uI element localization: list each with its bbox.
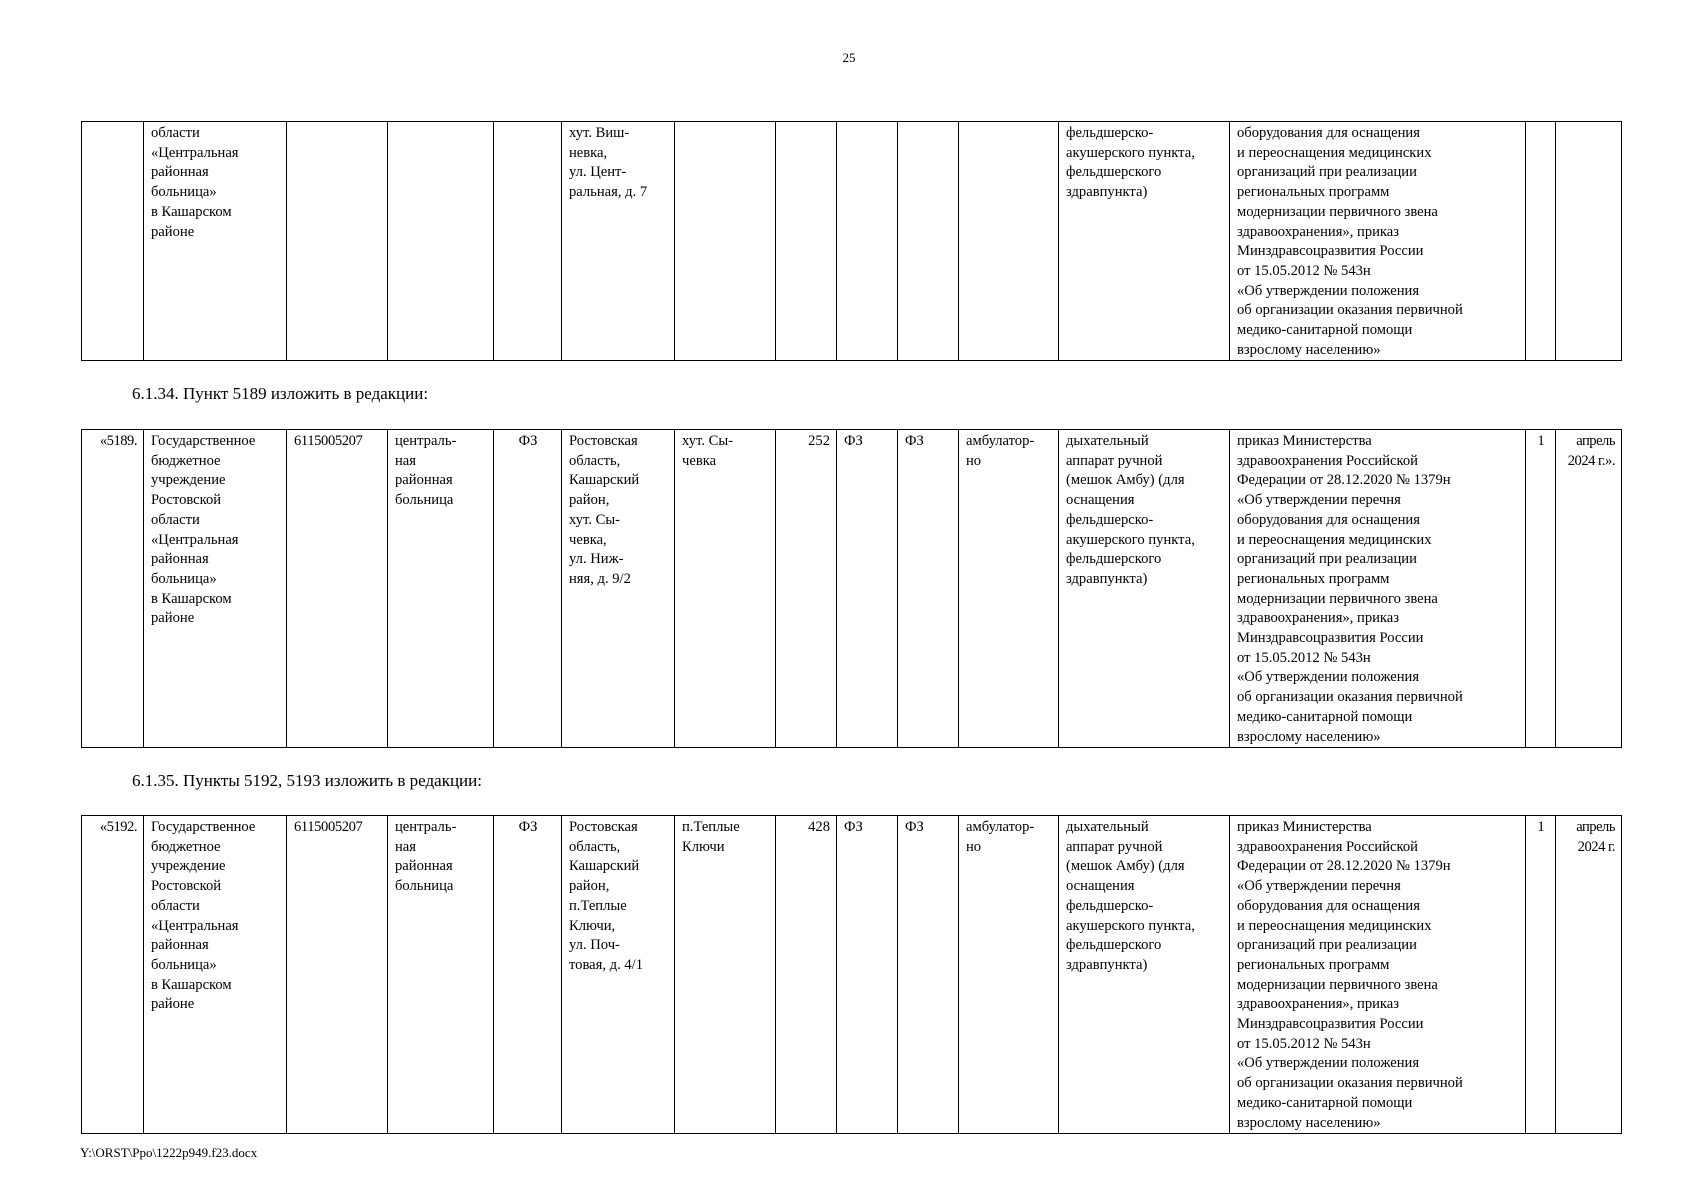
cell-inn: 6115005207 bbox=[287, 816, 388, 1134]
cell-settlement: хут. Сы- чевка bbox=[675, 430, 776, 748]
table-row bbox=[82, 122, 1622, 361]
cell-address: Ростовская область, Кашарский район, п.Теплые Ключи, ул. Поч- товая, д. 4/1 bbox=[562, 816, 675, 1134]
cell-basis: оборудования для оснащения и переоснащения медицинских организаций при реализации региональных программ модернизации первичного звена здравоохранения», приказ Минздравсоцразвития России от 15.05.2012 № 543н «Об утверждении положения об организации оказания первичной медико-санитарной помощи взрослому населению» bbox=[1230, 122, 1526, 361]
cell-col9: ФЗ bbox=[837, 816, 898, 1134]
cell-unit bbox=[494, 122, 562, 361]
cell-settlement: п.Теплые Ключи bbox=[675, 816, 776, 1134]
cell-mode bbox=[959, 122, 1059, 361]
cell-col10 bbox=[898, 122, 959, 361]
section-heading-6-1-35: 6.1.35. Пункты 5192, 5193 изложить в редакции: bbox=[132, 771, 482, 790]
cell-address: Ростовская область, Кашарский район, хут. Сы- чевка, ул. Ниж- няя, д. 9/2 bbox=[562, 430, 675, 748]
table-row bbox=[82, 430, 1622, 748]
cell-organization: Государственное бюджетное учреждение Ростовской области «Центральная районная больница» в Кашарском районе bbox=[144, 816, 287, 1134]
cell-settlement bbox=[675, 122, 776, 361]
cell-quantity bbox=[1526, 122, 1556, 361]
cell-col10: ФЗ bbox=[898, 816, 959, 1134]
cell-col9 bbox=[837, 122, 898, 361]
cell-mode: амбулатор- но bbox=[959, 430, 1059, 748]
cell-quantity: 1 bbox=[1526, 816, 1556, 1134]
table-item-5189 bbox=[81, 429, 1622, 748]
table-item-5192 bbox=[81, 815, 1622, 1134]
page-number: 25 bbox=[842, 50, 856, 65]
table-row bbox=[82, 816, 1622, 1134]
cell-population bbox=[776, 122, 837, 361]
cell-unit: ФЗ bbox=[494, 816, 562, 1134]
cell-date: апрель 2024 г. bbox=[1556, 816, 1622, 1134]
cell-equipment: дыхательный аппарат ручной (мешок Амбу) (для оснащения фельдшерско- акушерского пункта, фельдшерского здравпункта) bbox=[1059, 430, 1230, 748]
cell-population: 252 bbox=[776, 430, 837, 748]
cell-unit: ФЗ bbox=[494, 430, 562, 748]
cell-organization: области «Центральная районная больница» в Кашарском районе bbox=[144, 122, 287, 361]
cell-basis: приказ Министерства здравоохранения Российской Федерации от 28.12.2020 № 1379н «Об утверждении перечня оборудования для оснащения и переоснащения медицинских организаций при реализации региональных программ модернизации первичного звена здравоохранения», приказ Минздравсоцразвития России от 15.05.2012 № 543н «Об утверждении положения об организации оказания первичной медико-санитарной помощи взрослому населению» bbox=[1230, 816, 1526, 1134]
cell-col9: ФЗ bbox=[837, 430, 898, 748]
cell-number bbox=[82, 122, 144, 361]
cell-equipment: дыхательный аппарат ручной (мешок Амбу) (для оснащения фельдшерско- акушерского пункта, фельдшерского здравпункта) bbox=[1059, 816, 1230, 1134]
cell-population: 428 bbox=[776, 816, 837, 1134]
cell-mode: амбулатор- но bbox=[959, 816, 1059, 1134]
cell-type: централь- ная районная больница bbox=[388, 430, 494, 748]
cell-basis: приказ Министерства здравоохранения Российской Федерации от 28.12.2020 № 1379н «Об утверждении перечня оборудования для оснащения и переоснащения медицинских организаций при реализации региональных программ модернизации первичного звена здравоохранения», приказ Минздравсоцразвития России от 15.05.2012 № 543н «Об утверждении положения об организации оказания первичной медико-санитарной помощи взрослому населению» bbox=[1230, 430, 1526, 748]
cell-type: централь- ная районная больница bbox=[388, 816, 494, 1134]
cell-date: апрель 2024 г.». bbox=[1556, 430, 1622, 748]
cell-number: «5189. bbox=[82, 430, 144, 748]
cell-number: «5192. bbox=[82, 816, 144, 1134]
table-fragment-continuation bbox=[81, 121, 1622, 361]
cell-col10: ФЗ bbox=[898, 430, 959, 748]
cell-inn bbox=[287, 122, 388, 361]
cell-address: хут. Виш- невка, ул. Цент- ральная, д. 7 bbox=[562, 122, 675, 361]
cell-equipment: фельдшерско- акушерского пункта, фельдшерского здравпункта) bbox=[1059, 122, 1230, 361]
footer-file-path: Y:\ORST\Ppo\1222p949.f23.docx bbox=[80, 1145, 258, 1160]
cell-type bbox=[388, 122, 494, 361]
cell-inn: 6115005207 bbox=[287, 430, 388, 748]
section-heading-6-1-34: 6.1.34. Пункт 5189 изложить в редакции: bbox=[132, 384, 429, 403]
cell-date bbox=[1556, 122, 1622, 361]
cell-organization: Государственное бюджетное учреждение Ростовской области «Центральная районная больница» в Кашарском районе bbox=[144, 430, 287, 748]
cell-quantity: 1 bbox=[1526, 430, 1556, 748]
